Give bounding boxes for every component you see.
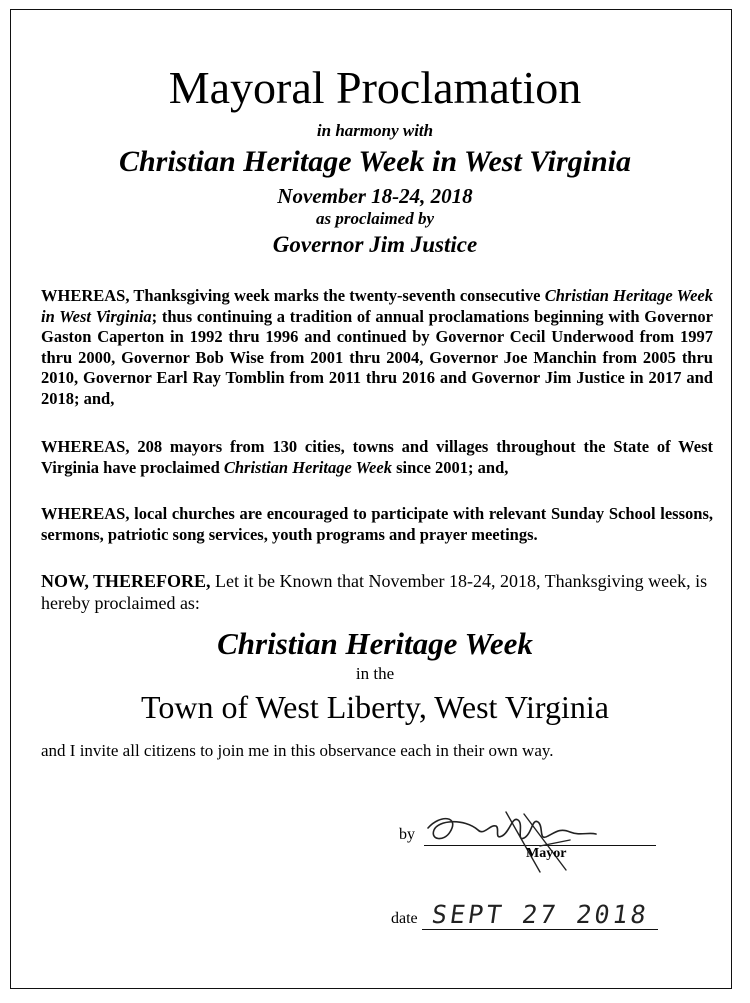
now-therefore-lead: NOW, THEREFORE, [41,571,211,591]
town-name: Town of West Liberty, West Virginia [141,689,609,725]
whereas-lead: WHEREAS, [41,286,130,305]
mayor-signature [420,806,620,878]
whereas-lead: WHEREAS, [41,437,130,456]
mayor-label: Mayor [526,846,567,861]
paragraph-text: Let it be Known that November 18-24, 2018, Thanksgiving week, is hereby proclaimed as: [41,571,708,613]
paragraph-text: since 2001; and, [391,457,509,477]
paragraph-text: Thanksgiving week marks the twenty-seventh consecutive [129,286,545,305]
invitation-text: and I invite all citizens to join me in this observance each in their own way. [41,741,554,760]
page-title: Mayoral Proclamation [168,62,582,113]
date-line [422,929,658,930]
paragraph-text: ; thus continuing a tradition of annual proclamations beginning with Governor Gaston Caperton in 1992 thru 1996 and continued by Governor Cecil Underwood from 1997 thru 2000, Governor Bob Wise from 2001 thru 2004, Governor Joe Manchin from 2005 thru 2010, Governor Earl Ray Tomblin from 2011 thru 2016 and Governor Jim Justice in 2017 and 2018; and, [41,306,714,408]
proclaimed-name: Christian Heritage Week [217,626,533,661]
date-label: date [391,910,418,927]
governor-name: Governor Jim Justice [272,232,478,257]
paragraph-italic: Christian Heritage Week in West Virginia [41,286,713,326]
whereas-paragraph-1 [41,286,713,409]
subtitle-in-harmony: in harmony with [316,121,434,140]
event-heading: Christian Heritage Week in West Virginia [118,145,632,178]
event-dates: November 18-24, 2018 [277,184,473,208]
paragraph-text: 208 mayors from 130 cities, towns and villages throughout the State of West Virginia have proclaimed [41,437,713,477]
by-label: by [399,826,415,843]
subtitle-proclaimed-by: as proclaimed by [315,209,435,228]
whereas-lead: WHEREAS, [41,504,130,523]
paragraph-italic: Christian Heritage Week [223,457,392,477]
whereas-paragraph-2 [41,437,713,478]
paragraph-text: local churches are encouraged to participate with relevant Sunday School lessons, sermons, patriotic song services, youth programs and prayer meetings. [41,504,713,544]
in-the-label: in the [355,664,395,683]
whereas-paragraph-3 [41,504,713,545]
now-therefore-paragraph [41,570,716,614]
signed-date: SEPT 27 2018 [429,900,651,929]
